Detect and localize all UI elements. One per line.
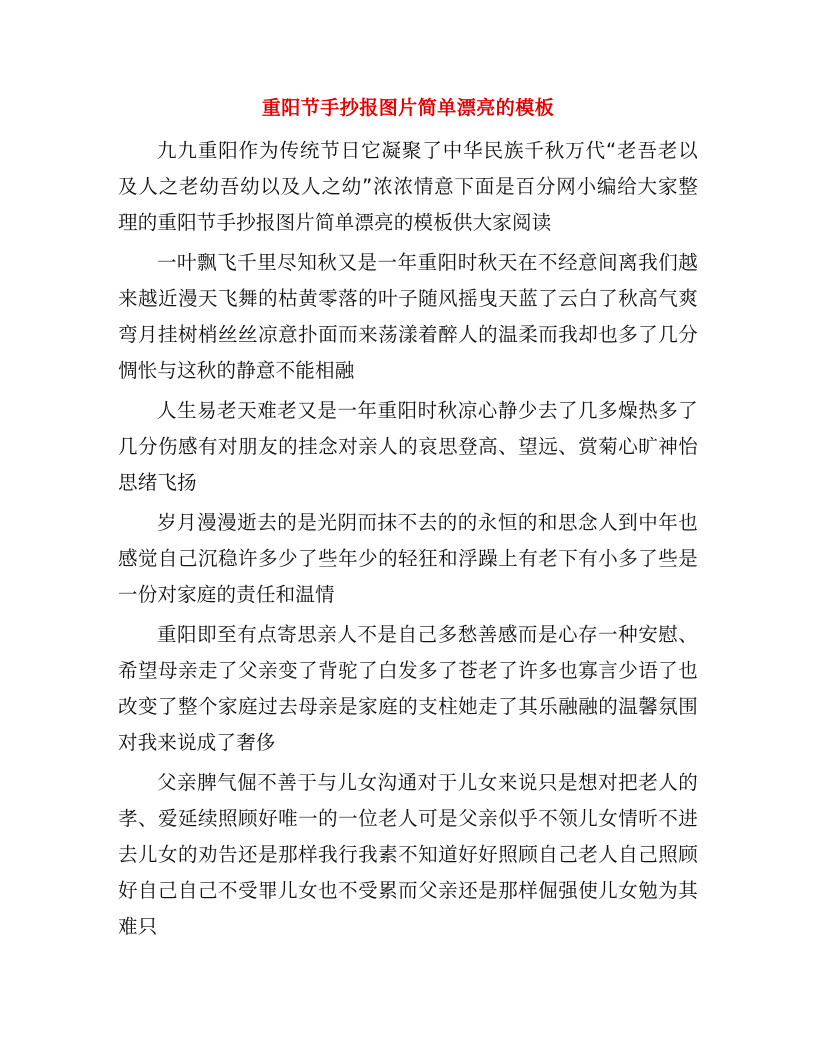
paragraph-years: 岁月漫漫逝去的是光阴而抹不去的的永恒的和思念人到中年也感觉自己沉稳许多少了些年少的轻狂和浮躁上有老下有小多了些是一份对家庭的责任和温情 [118, 511, 698, 606]
document-body [118, 133, 698, 949]
document-title: 重阳节手抄报图片简单漂亮的模板 [261, 97, 555, 119]
paragraph-intro: 九九重阳作为传统节日它凝聚了中华民族千秋万代“老吾老以及人之老幼吾幼以及人之幼”浓浓情意下面是百分网小编给大家整理的重阳节手抄报图片简单漂亮的模板供大家阅读 [118, 139, 698, 234]
paragraph-father: 父亲脾气倔不善于与儿女沟通对于儿女来说只是想对把老人的孝、爱延续照顾好唯一的一位老人可是父亲似乎不领儿女情听不进去儿女的劝告还是那样我行我素不知道好好照顾自己老人自己照顾好自己自己不受罪儿女也不受累而父亲还是那样倔强使儿女勉为其难只 [118, 771, 698, 938]
paragraph-family: 重阳即至有点寄思亲人不是自己多愁善感而是心存一种安慰、希望母亲走了父亲变了背驼了白发多了苍老了许多也寡言少语了也改变了整个家庭过去母亲是家庭的支柱她走了其乐融融的温馨氛围对我来说成了奢侈 [118, 623, 698, 754]
paragraph-life: 人生易老天难老又是一年重阳时秋凉心静少去了几多燥热多了几分伤感有对朋友的挂念对亲人的哀思登高、望远、赏菊心旷神怡思绪飞扬 [118, 399, 698, 494]
paragraph-autumn: 一叶飘飞千里尽知秋又是一年重阳时秋天在不经意间离我们越来越近漫天飞舞的枯黄零落的叶子随风摇曳天蓝了云白了秋高气爽弯月挂树梢丝丝凉意扑面而来荡漾着醉人的温柔而我却也多了几分惆怅与这秋的静意不能相融 [118, 251, 698, 382]
